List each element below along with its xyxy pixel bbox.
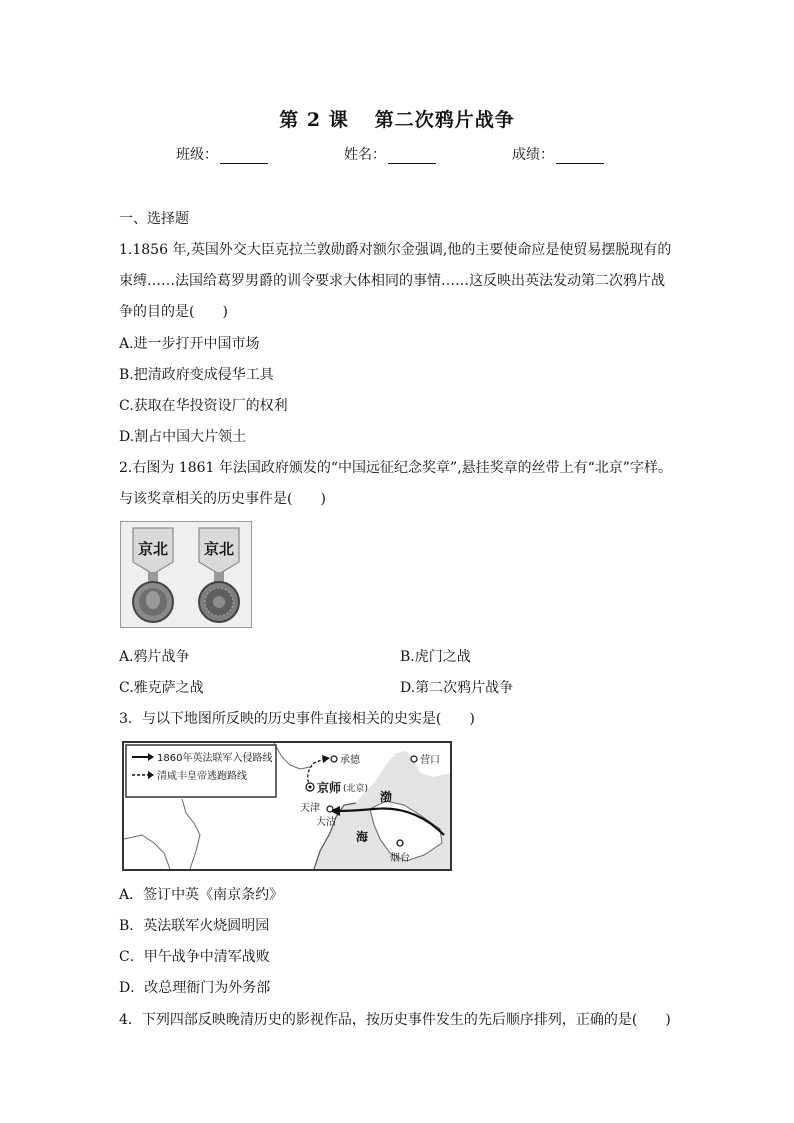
q1-line-2: 束缚……法国给葛罗男爵的训令要求大体相同的事情……这反映出英法发动第二次鸦片战 — [119, 273, 665, 289]
map-label-dagu: 大沽 — [316, 817, 336, 828]
map-label-chengde: 承德 — [340, 755, 360, 766]
q3-option-a[interactable]: A．签订中英《南京条约》 — [119, 887, 284, 903]
map-label-hai: 海 — [356, 830, 369, 844]
q3-option-d[interactable]: D．改总理衙门为外务部 — [119, 980, 271, 996]
q2-option-a[interactable]: A.鸦片战争 — [119, 649, 190, 665]
q3-option-c[interactable]: C．甲午战争中清军战败 — [119, 949, 270, 965]
score-field — [512, 144, 604, 164]
title-lesson: 第 2 课 — [279, 109, 349, 131]
q2-line-1: 2.右图为 1861 年法国政府颁发的“中国远征纪念奖章”,悬挂奖章的丝带上有“北京”字样。 — [119, 460, 672, 476]
section-heading: 一、选择题 — [119, 211, 189, 227]
q1-option-c[interactable]: C.获取在华投资设厂的权利 — [119, 398, 288, 414]
page-title — [0, 105, 794, 132]
q1-option-d[interactable]: D.割占中国大片领土 — [119, 429, 247, 445]
name-label: 姓名： — [344, 147, 386, 163]
name-field — [344, 144, 436, 164]
q1-line-1: 1.1856 年,英国外交大臣克拉兰敦勋爵对额尔金强调,他的主要使命应是使贸易摆脱现有的 — [119, 242, 672, 258]
q3-line-1: 3．与以下地图所反映的历史事件直接相关的史实是( ) — [119, 711, 475, 727]
class-blank[interactable] — [220, 149, 268, 164]
q1-option-a[interactable]: A.进一步打开中国市场 — [119, 336, 260, 352]
q2-option-d[interactable]: D.第二次鸦片战争 — [400, 680, 514, 696]
map-label-tianjin: 天津 — [300, 803, 320, 814]
q1-option-b[interactable]: B.把清政府变成侵华工具 — [119, 367, 274, 383]
q2-option-b[interactable]: B.虎门之战 — [400, 649, 471, 665]
map-label-yingkou: 营口 — [420, 755, 440, 766]
score-blank[interactable] — [556, 149, 604, 164]
name-blank[interactable] — [388, 149, 436, 164]
map-label-jingshi: 京师 — [317, 781, 342, 795]
medal-ribbon-left: 京北 — [137, 540, 169, 558]
q1-line-3: 争的目的是( ) — [119, 304, 228, 320]
medal-ribbon-right: 京北 — [203, 540, 235, 558]
map-legend-invasion: 1860年英法联军入侵路线 — [157, 753, 273, 764]
q2-option-c[interactable]: C.雅克萨之战 — [119, 680, 204, 696]
map-label-yantai: 烟台 — [390, 853, 410, 864]
medal-illustration — [121, 522, 251, 627]
map-label-bo: 渤 — [380, 790, 393, 804]
map-legend-escape: 清咸丰皇帝逃跑路线 — [157, 771, 247, 782]
q3-option-b[interactable]: B．英法联军火烧圆明园 — [119, 918, 270, 934]
class-label: 班级： — [176, 147, 218, 163]
q4-line-1: 4．下列四部反映晚清历史的影视作品，按历史事件发生的先后顺序排列，正确的是( ) — [119, 1012, 671, 1028]
map-label-beijing: (北京) — [343, 784, 369, 794]
map-illustration — [124, 743, 450, 869]
score-label: 成绩： — [512, 147, 554, 163]
title-name: 第二次鸦片战争 — [374, 109, 515, 131]
invasion-route-map — [122, 741, 452, 871]
class-field — [176, 144, 268, 164]
q2-line-2: 与该奖章相关的历史事件是( ) — [119, 491, 326, 507]
medal-photo — [120, 521, 252, 628]
